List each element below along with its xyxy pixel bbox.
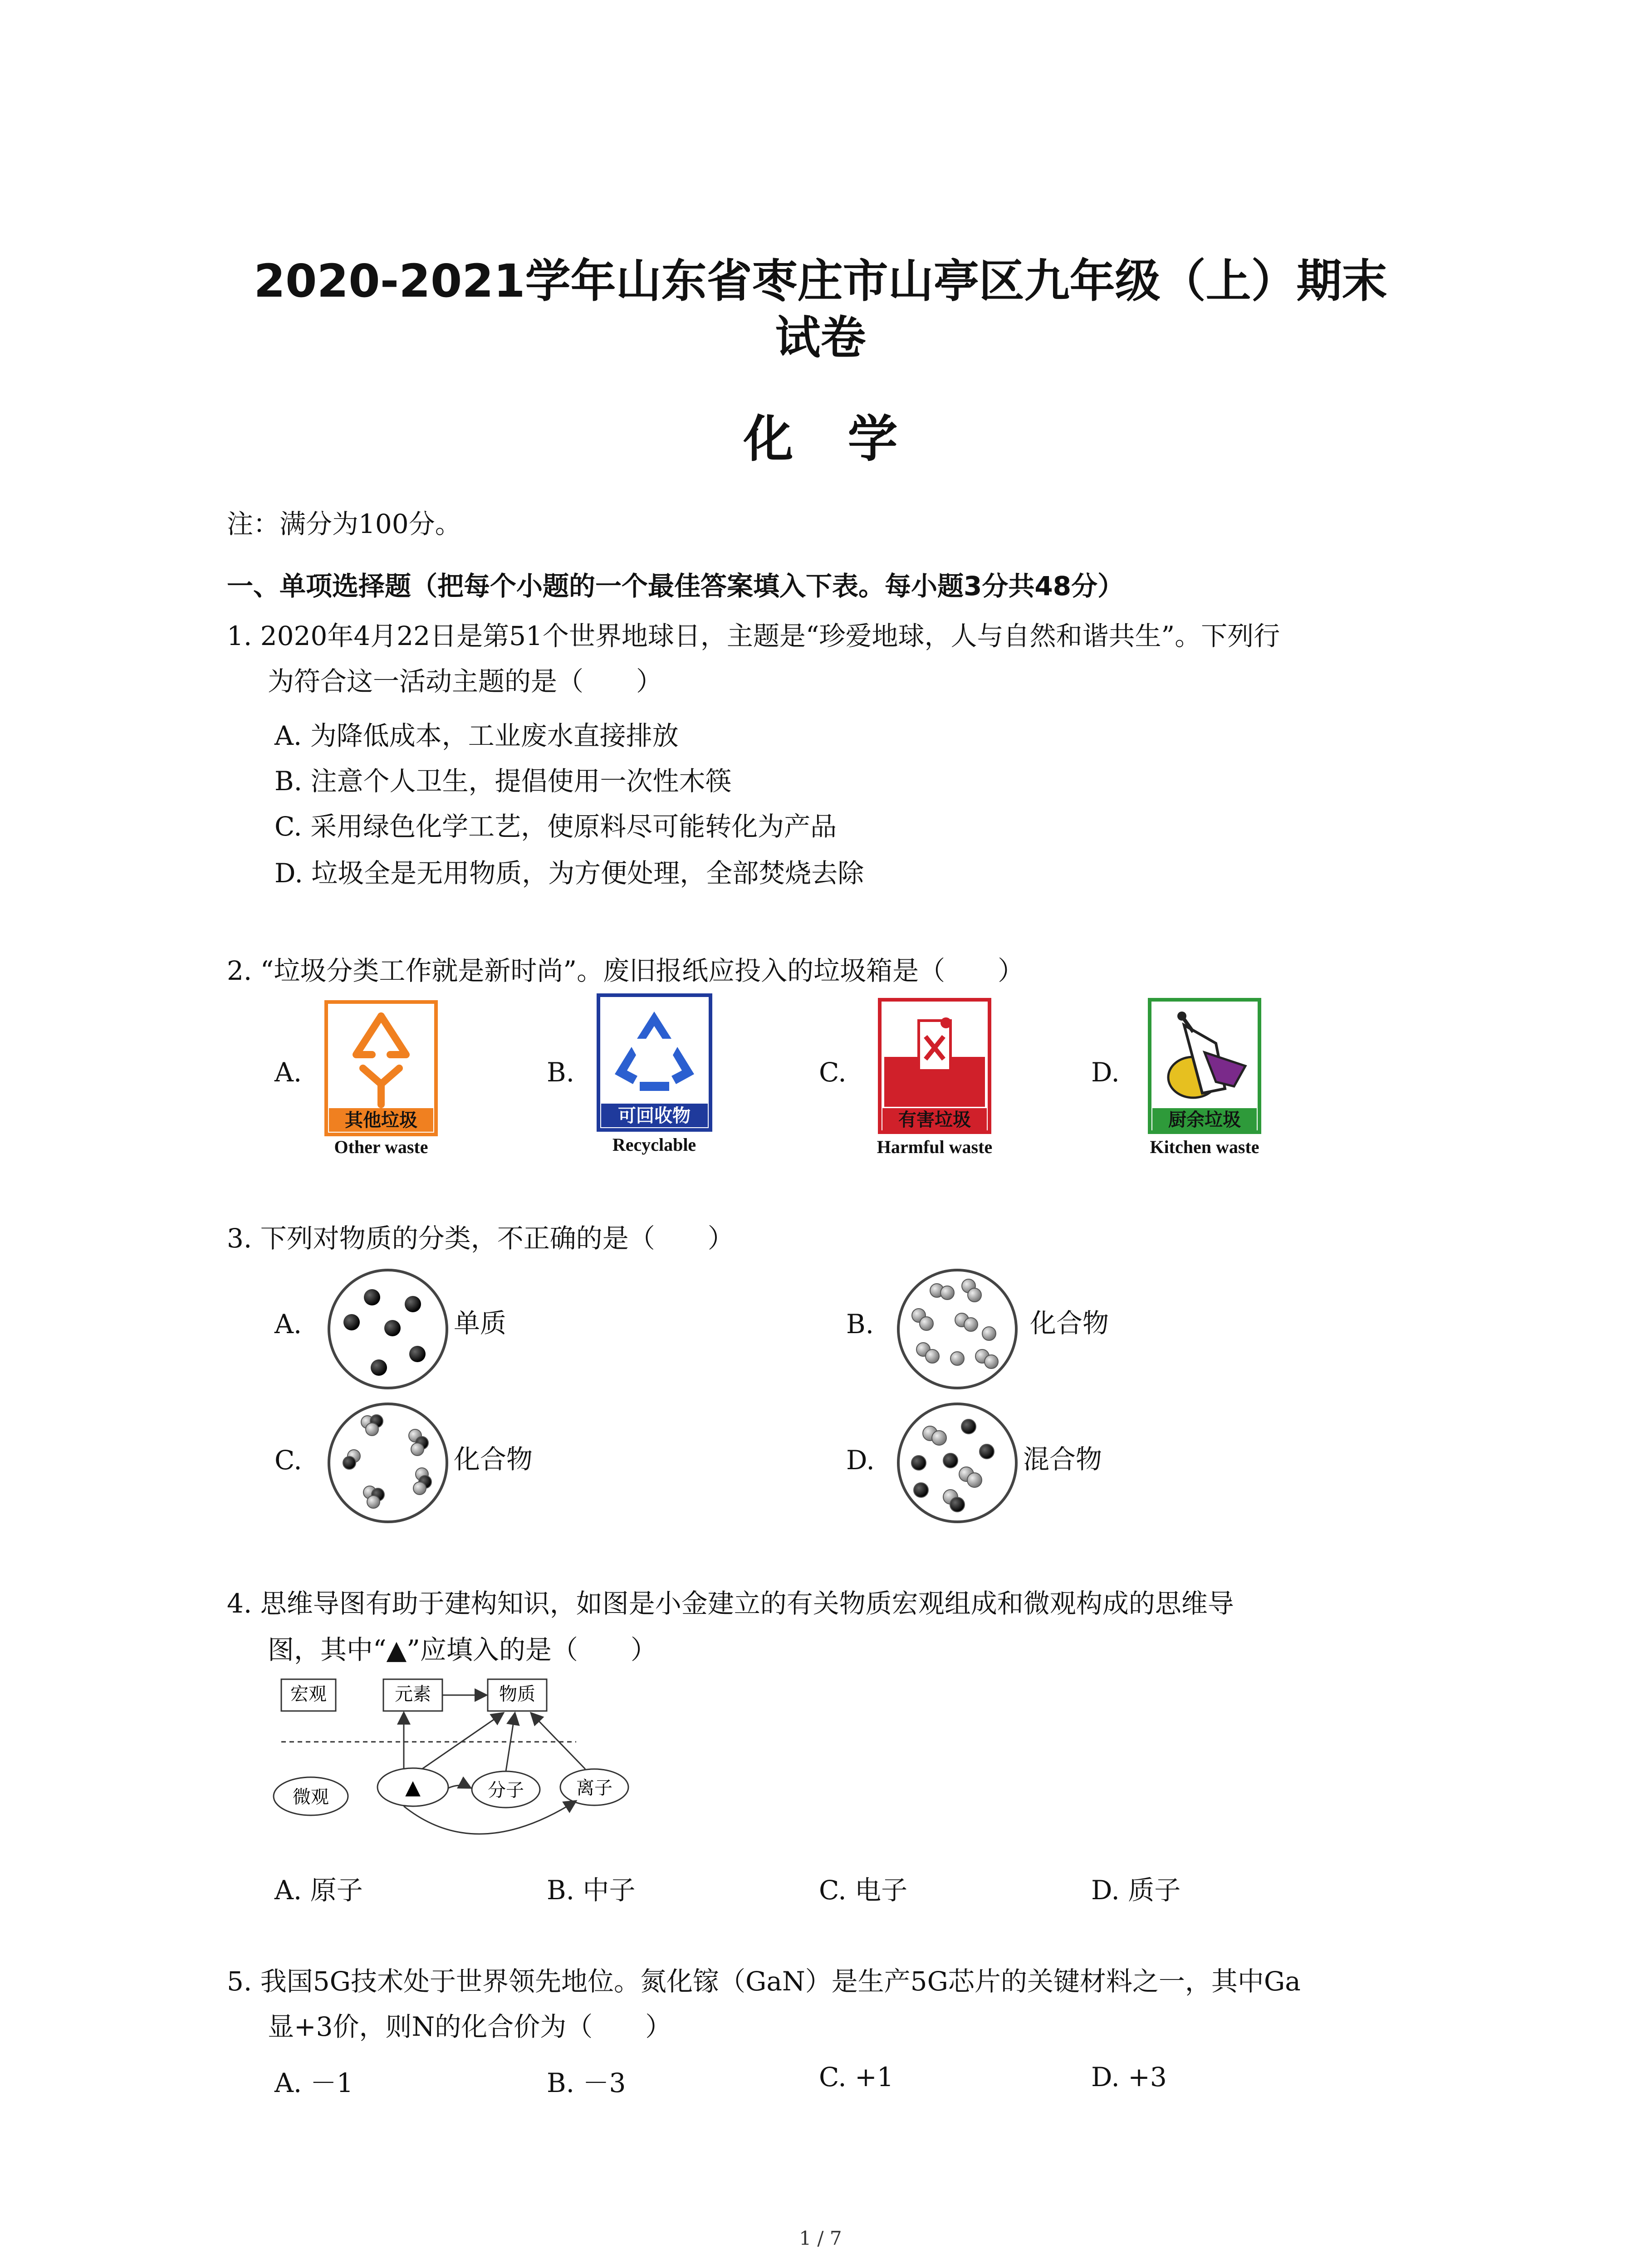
q2-letter-d: D.	[1091, 1057, 1120, 1088]
q5-option-c: C. +1	[819, 2062, 894, 2092]
subject-title: 化学	[743, 410, 952, 468]
q2-letter-a: A.	[274, 1057, 302, 1088]
section-heading: 一、单项选择题（把每个小题的一个最佳答案填入下表。每小题3分共48分）	[227, 571, 1124, 601]
concept-map-diagram	[268, 1674, 649, 1869]
particle-diagram-a	[324, 1266, 451, 1393]
q4-option-d: D. 质子	[1091, 1875, 1181, 1906]
page-title: 2020-2021学年山东省枣庄市山亭区九年级（上）期末	[254, 254, 1387, 308]
q4-stem-cont: 图，其中“▲”应填入的是（ ）	[268, 1634, 657, 1665]
substance-label: 物质	[499, 1684, 535, 1705]
q3-label-d: 混合物	[1023, 1444, 1102, 1475]
ion-label: 离子	[576, 1778, 612, 1799]
particle-diagram-d	[894, 1399, 1021, 1526]
q1-stem: 1. 2020年4月22日是第51个世界地球日，主题是“珍爱地球，人与自然和谐共生”。下列行	[227, 621, 1280, 651]
q3-stem: 3. 下列对物质的分类，不正确的是（ ）	[227, 1223, 734, 1254]
q5-option-a: A. －1	[274, 2068, 353, 2098]
kitchen-waste-label: 厨余垃圾	[1168, 1110, 1241, 1130]
q1-option-b: B. 注意个人卫生，提倡使用一次性木筷	[274, 766, 732, 797]
q3-label-a: 单质	[454, 1308, 507, 1339]
q3-label-b: 化合物	[1030, 1308, 1109, 1339]
q1-stem-cont: 为符合这一活动主题的是（ ）	[268, 666, 663, 697]
macro-label: 宏观	[290, 1684, 327, 1705]
recyclable-caption: Recyclable	[612, 1134, 696, 1155]
harmful-waste-icon	[919, 1017, 951, 1070]
other-waste-bin	[324, 1000, 438, 1136]
page-title-cont: 试卷	[775, 311, 866, 364]
q3-letter-d: D.	[846, 1445, 875, 1476]
kitchen-waste-bin	[1148, 998, 1261, 1134]
q5-stem: 5. 我国5G技术处于世界领先地位。氮化镓（GaN）是生产5G芯片的关键材料之一，其中Ga	[227, 1966, 1301, 1997]
q1-option-a: A. 为降低成本，工业废水直接排放	[274, 720, 679, 751]
harmful-waste-caption: Harmful waste	[877, 1137, 993, 1157]
q4-stem: 4. 思维导图有助于建构知识，如图是小金建立的有关物质宏观组成和微观构成的思维导	[227, 1588, 1234, 1619]
molecule-label: 分子	[488, 1780, 524, 1801]
q1-option-c: C. 采用绿色化学工艺，使原料尽可能转化为产品	[274, 811, 837, 842]
q3-letter-a: A.	[274, 1309, 302, 1339]
particle-diagram-c	[324, 1399, 451, 1526]
triangle-label: ▲	[405, 1776, 421, 1799]
element-label: 元素	[395, 1684, 431, 1705]
q2-stem: 2. “垃圾分类工作就是新时尚”。废旧报纸应投入的垃圾箱是（ ）	[227, 955, 1024, 986]
q3-letter-c: C.	[274, 1445, 302, 1476]
particle-diagram-b	[894, 1266, 1021, 1393]
other-waste-caption: Other waste	[334, 1137, 428, 1157]
q4-option-c: C. 电子	[819, 1875, 908, 1906]
harmful-waste-label: 有害垃圾	[898, 1110, 971, 1130]
q5-option-b: B. －3	[547, 2068, 626, 2098]
harmful-waste-bin	[878, 998, 991, 1134]
q1-option-d: D. 垃圾全是无用物质，为方便处理，全部焚烧去除	[274, 858, 864, 889]
q3-letter-b: B.	[846, 1309, 874, 1339]
kitchen-waste-caption: Kitchen waste	[1150, 1137, 1259, 1157]
other-waste-label: 其他垃圾	[345, 1110, 417, 1131]
q4-option-b: B. 中子	[547, 1875, 636, 1906]
q3-label-c: 化合物	[454, 1444, 533, 1475]
q2-letter-c: C.	[819, 1057, 847, 1088]
recyclable-label: 可回收物	[618, 1105, 691, 1126]
q5-option-d: D. +3	[1091, 2062, 1167, 2092]
recyclable-bin	[597, 993, 712, 1132]
micro-label: 微观	[293, 1787, 329, 1808]
note: 注：满分为100分。	[227, 508, 461, 539]
q2-letter-b: B.	[547, 1057, 575, 1088]
q4-option-a: A. 原子	[274, 1875, 363, 1906]
page-number: 1 / 7	[799, 2227, 842, 2249]
q5-stem-cont: 显+3价，则N的化合价为（ ）	[268, 2011, 672, 2042]
